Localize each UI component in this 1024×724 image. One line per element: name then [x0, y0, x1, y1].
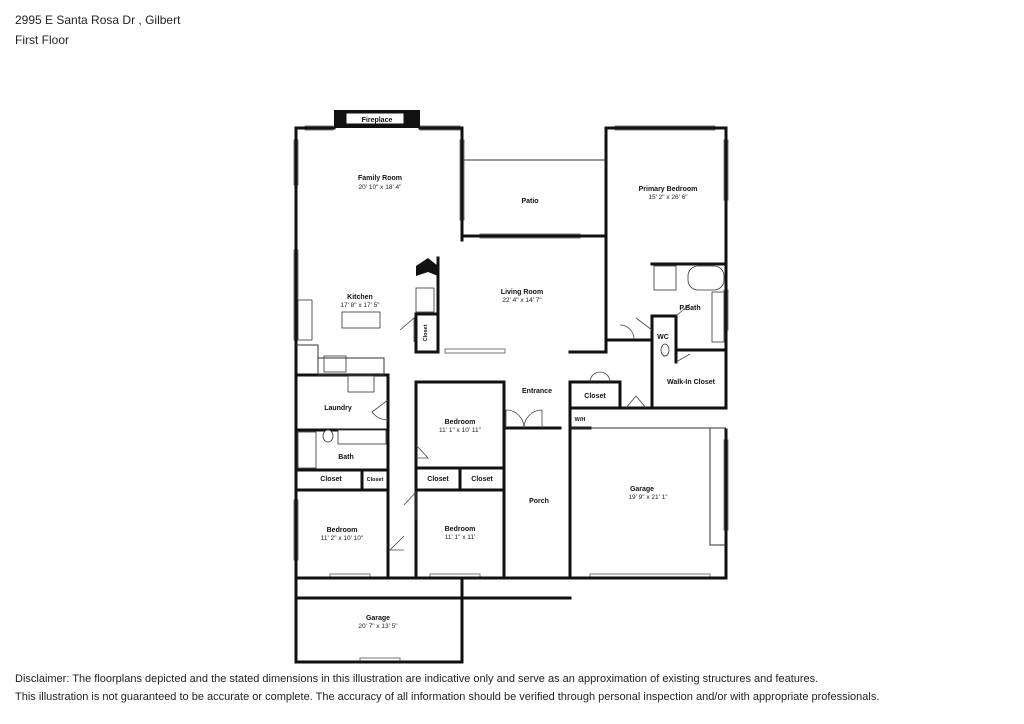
door — [676, 354, 690, 362]
property-address: 2995 E Santa Rosa Dr , Gilbert — [15, 13, 181, 27]
kitchen-label: Kitchen — [347, 294, 373, 301]
p-bath-label: P.Bath — [679, 305, 701, 312]
column — [416, 258, 438, 276]
living-room-dims: 22' 4" x 14' 7" — [502, 297, 542, 304]
door — [416, 445, 428, 458]
disclaimer-line-1: Disclaimer: The floorplans depicted and the stated dimensions in this illustration are indicative only and serve as an approximation of existing structures and features. — [15, 673, 819, 685]
closet-d-label: Closet — [471, 476, 493, 483]
bedroom-center-label: Bedroom — [444, 419, 476, 426]
bedroom-right-dims: 11' 1" x 11' — [444, 534, 476, 541]
family-room-dims: 20' 10" x 18' 4" — [358, 184, 402, 191]
patio-label: Patio — [521, 198, 539, 205]
entrance-label: Entrance — [522, 388, 552, 395]
disclaimer-line-2: This illustration is not guaranteed to be accurate or complete. The accuracy of all information should be verified through personal inspection and/or with appropriate professionals. — [15, 691, 880, 703]
shower — [654, 266, 676, 290]
door — [372, 400, 388, 420]
kitchen-island — [342, 312, 380, 328]
garage-main-label: Garage — [629, 486, 655, 493]
kitchen-sink-counter — [298, 300, 312, 340]
primary-vanity — [712, 292, 724, 342]
door — [390, 536, 404, 550]
bedroom-left-dims: 11' 2" x 10' 10" — [320, 535, 364, 542]
closet-a-label: Closet — [320, 476, 342, 483]
bath-label: Bath — [338, 454, 354, 461]
garage-small-dims: 20' 7" x 13' 5" — [358, 623, 398, 630]
family-room-label: Family Room — [358, 175, 402, 182]
wall — [570, 428, 726, 578]
toilet — [661, 344, 669, 356]
laundry-label: Laundry — [324, 405, 352, 412]
pantry-shelf — [416, 288, 434, 312]
garage-main-dims: 19' 9" x 21' 1" — [628, 494, 668, 501]
primary-bedroom-label: Primary Bedroom — [638, 186, 698, 193]
bedroom-center-dims: 11' 1" x 10' 11" — [439, 427, 481, 434]
primary-bathtub — [688, 266, 724, 290]
primary-bedroom-dims: 15' 2" x 26' 6" — [648, 194, 688, 201]
bedroom-right-label: Bedroom — [444, 526, 476, 533]
fireplace-label: Fireplace — [361, 117, 393, 124]
bath-vanity — [338, 430, 386, 444]
garage-small-label: Garage — [365, 615, 391, 622]
living-room-label: Living Room — [500, 289, 544, 296]
door — [400, 318, 414, 342]
closet-c-label: Closet — [427, 476, 449, 483]
toilet — [323, 430, 333, 442]
bathtub — [298, 432, 316, 468]
entry-closet-label: Closet — [584, 393, 606, 400]
walk-in-closet-label: Walk-In Closet — [667, 379, 715, 386]
wall — [296, 128, 462, 662]
wc-label: WC — [657, 334, 669, 341]
door — [524, 410, 542, 428]
kitchen-closet-label: Closet — [423, 324, 429, 342]
door — [404, 492, 416, 520]
door — [506, 410, 524, 428]
bedroom-left-label: Bedroom — [326, 527, 358, 534]
window — [445, 349, 505, 353]
door — [620, 325, 634, 339]
laundry-appliance — [348, 376, 374, 392]
door — [636, 318, 652, 330]
water-heater-label: W/H — [574, 417, 586, 423]
floor-label: First Floor — [15, 33, 69, 47]
kitchen-dims: 17' 8" x 17' 5" — [340, 302, 380, 309]
porch-label: Porch — [529, 498, 549, 505]
door — [626, 396, 646, 408]
closet-b-label: Closet — [366, 477, 384, 483]
